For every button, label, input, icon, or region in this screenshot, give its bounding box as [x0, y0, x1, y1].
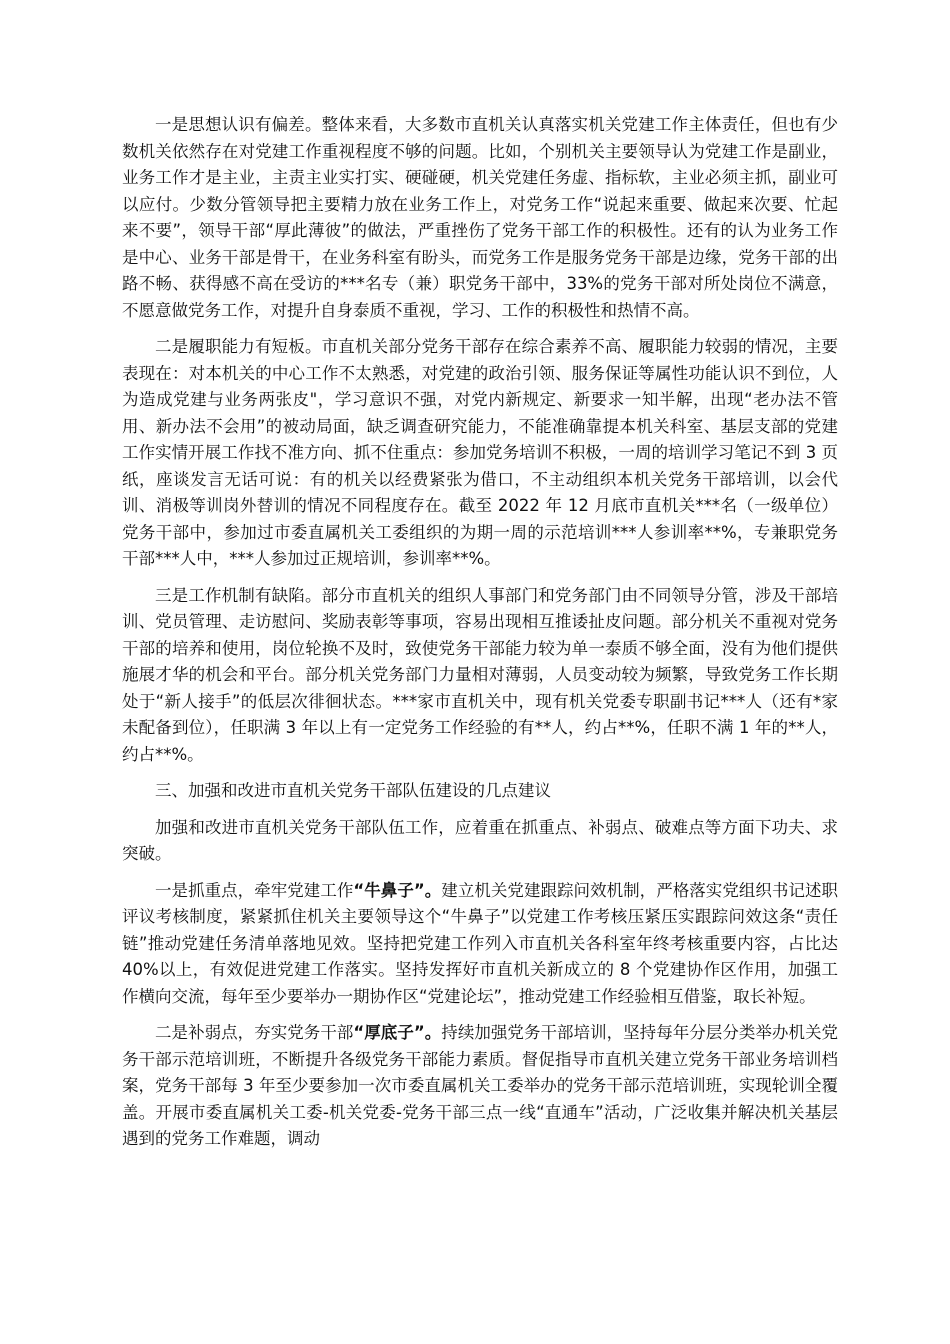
paragraph-suggestion-weak-points	[122, 1020, 838, 1153]
paragraph-lead: 三是工作机制有缺陷。	[155, 585, 322, 605]
paragraph-lead: 一是思想认识有偏差。	[155, 115, 322, 134]
paragraph-suggestion-key-points	[122, 878, 838, 1011]
paragraph-performance-ability	[122, 334, 838, 573]
paragraph-intro: 加强和改进市直机关党务干部队伍工作，应着重在抓重点、补弱点、破难点等方面下功夫、求突破。	[122, 817, 838, 863]
paragraph-lead: 二是履职能力有短板。	[155, 337, 322, 356]
paragraph-bold-quote: “牛鼻子”。	[353, 880, 442, 900]
paragraph-body: 市直机关部分党务干部存在综合素养不高、履职能力较弱的情况，主要表现在：对本机关的中心工作不太熟悉，对党建的政治引领、服务保证等属性功能认识不到位，人为造成党建与业务两张皮"，学习意识不强，对党内新规定、新要求一知半解，出现“老办法不管用、新办法不会用”的被动局面，缺乏调查研究能力，不能准确靠提本机关科室、基层支部的党建工作实情开展工作找不准方向、抓不住重点：参加党务培训不积极，一周的培训学习笔记不到 3 页纸，座谈发言无话可说：有的机关以经费紧张为借口，不主动组织本机关党务干部培训，以会代训、消极等训岗外替训的情况不同程度存在。截至 2022 年 12 月底市直机关***名（一级单位）党务干部中，参加过市委直属机关工委组织的为期一周的示范培训***人参训率**%，专兼职党务干部***人中，***人参加过正规培训，参训率**%。	[122, 337, 839, 568]
paragraph-work-mechanism	[122, 583, 838, 769]
paragraph-body: 持续加强党务干部培训，坚持每年分层分类举办机关党务干部示范培训班，不断提升各级党务干部能力素质。督促指导市直机关建立党务干部业务培训档案，党务干部每 3 年至少要参加一次市委直属机关工委举办的党务干部示范培训班，实现轮训全覆盖。开展市委直属机关工委-机关党委-党务干部三点一线“直通车”活动，广泛收集并解决机关基层遇到的党务工作难题，调动	[122, 1023, 839, 1148]
paragraph-lead: 一是抓重点，牵牢党建工作	[155, 880, 354, 900]
paragraph-body: 整体来看，大多数市直机关认真落实机关党建工作主体责任，但也有少数机关依然存在对党建工作重视程度不够的问题。比如，个别机关主要领导认为党建工作是副业，业务工作才是主业，主责主业实打实、硬碰硬，机关党建任务虚、指标软，主业必须主抓，副业可以应付。少数分管领导把主要精力放在业务工作上，对党务工作“说起来重要、做起来次要、忙起来不要”，领导干部“厚此薄彼”的做法，严重挫伤了党务干部工作的积极性。还有的认为业务工作是中心、业务干部是骨干，在业务科室有盼头，而党务工作是服务党务干部是边缘，党务干部的出路不畅、获得感不高在受访的***名专（兼）职党务干部中，33%的党务干部对所处岗位不满意，不愿意做党务工作，对提升自身泰质不重视，学习、工作的积极性和热情不高。	[122, 115, 839, 320]
paragraph-body: 部分市直机关的组织人事部门和党务部门由不同领导分管，涉及干部培训、党员管理、走访慰问、奖励表彰等事项，容易出现相互推诿扯皮问题。部分机关不重视对党务干部的培养和使用，岗位轮换不及时，致使党务干部能力较为单一泰质不够全面，没有为他们提供施展才华的机会和平台。部分机关党务部门力量相对薄弱，人员变动较为频繁，导致党务工作长期处于“新人接手”的低层次徘徊状态。***家市直机关中，现有机关党委专职副书记***人（还有*家未配备到位），任职满 3 年以上有一定党务工作经验的有**人，约占**%，任职不满 1 年的**人，约占**%。	[122, 585, 839, 764]
paragraph-ideological-awareness	[122, 112, 838, 324]
paragraph-body: 建立机关党建跟踪问效机制，严格落实党组织书记述职评议考核制度，紧紧抓住机关主要领导这个“牛鼻子”以党建工作考核压紧压实跟踪问效这条“责任链”推动党建任务清单落地见效。坚持把党建工作列入市直机关各科室年终考核重要内容，占比达 40%以上，有效促进党建工作落实。坚持发挥好市直机关新成立的 8 个党建协作区作用，加强工作横向交流，每年至少要举办一期协作区“党建论坛”，推动党建工作经验相互借鉴，取长补短。	[122, 880, 839, 1006]
paragraph-bold-quote: “厚底子”。	[353, 1023, 442, 1042]
paragraph-lead: 二是补弱点，夯实党务干部	[155, 1023, 354, 1042]
document-page	[122, 112, 838, 1163]
section-heading: 三、加强和改进市直机关党务干部队伍建设的几点建议	[155, 781, 551, 800]
